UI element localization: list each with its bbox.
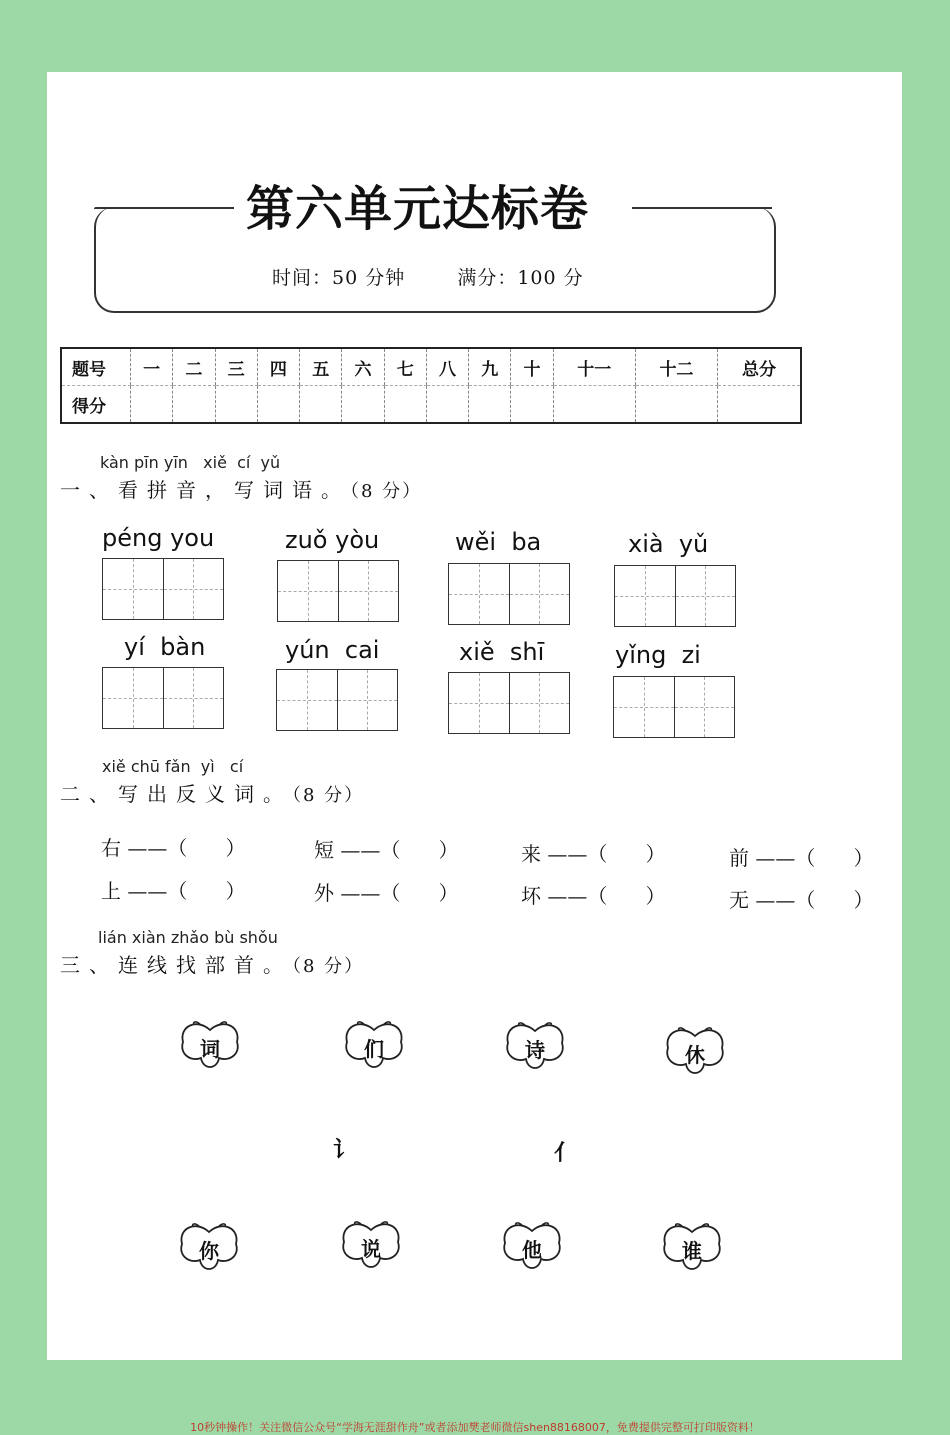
antonym-item[interactable]: 无 ——（ ） xyxy=(729,888,874,912)
row-label: 题号 xyxy=(61,348,131,386)
score-cell[interactable] xyxy=(511,386,553,424)
butterfly-char: 他 xyxy=(522,1238,542,1262)
score-cell[interactable] xyxy=(718,386,801,424)
butterfly-card[interactable] xyxy=(502,1017,568,1075)
q1-points: （8 分） xyxy=(350,481,423,502)
full-score: 满分：100 分 xyxy=(457,267,584,289)
exam-info xyxy=(272,263,584,290)
butterfly-char: 说 xyxy=(361,1237,381,1261)
score-table-row-header xyxy=(61,348,801,386)
q2-heading-text: 二、写出反义词。 xyxy=(60,782,292,806)
antonym-item[interactable]: 短 ——（ ） xyxy=(314,838,459,862)
butterfly-card[interactable] xyxy=(338,1216,404,1274)
writing-grid[interactable] xyxy=(277,560,399,622)
butterfly-char: 们 xyxy=(364,1037,384,1061)
q1-word-pinyin: wěi ba xyxy=(455,528,542,556)
q1-word-pinyin: zuǒ yòu xyxy=(285,526,380,554)
score-cell[interactable] xyxy=(300,386,342,424)
score-cell[interactable] xyxy=(553,386,635,424)
antonym-item[interactable]: 上 ——（ ） xyxy=(101,879,246,903)
antonym-item[interactable]: 外 ——（ ） xyxy=(314,881,459,905)
col-label: 七 xyxy=(384,348,426,386)
antonym-item[interactable]: 坏 ——（ ） xyxy=(521,884,666,908)
score-cell[interactable] xyxy=(635,386,717,424)
title-frame-line xyxy=(94,207,234,209)
writing-grid[interactable] xyxy=(102,667,224,729)
butterfly-card[interactable] xyxy=(499,1217,565,1275)
q1-word-pinyin: péng you xyxy=(102,524,215,552)
q3-heading xyxy=(60,949,364,978)
col-label: 三 xyxy=(215,348,257,386)
time-limit: 时间：50 分钟 xyxy=(272,267,406,289)
radical-option[interactable]: 亻 xyxy=(554,1140,577,1166)
score-cell[interactable] xyxy=(257,386,299,424)
col-label: 总分 xyxy=(718,348,801,386)
q2-pinyin: xiě chū fǎn yì cí xyxy=(102,757,244,776)
col-label: 十 xyxy=(511,348,553,386)
butterfly-char: 谁 xyxy=(682,1239,702,1263)
page-title: 第六单元达标卷 xyxy=(246,181,590,237)
score-table-row-scores xyxy=(61,386,801,424)
col-label: 九 xyxy=(469,348,511,386)
row-label: 得分 xyxy=(72,396,106,417)
butterfly-card[interactable] xyxy=(659,1218,725,1276)
q3-points: （8 分） xyxy=(292,956,365,977)
writing-grid[interactable] xyxy=(448,672,570,734)
q1-heading-text: 一、看拼音，写词语。 xyxy=(60,478,350,502)
score-cell[interactable] xyxy=(215,386,257,424)
score-cell[interactable] xyxy=(131,386,173,424)
score-table xyxy=(60,347,802,424)
q2-heading xyxy=(60,778,364,807)
antonym-item[interactable]: 右 ——（ ） xyxy=(101,836,246,860)
butterfly-card[interactable] xyxy=(662,1022,728,1080)
q1-word-pinyin: yǐng zi xyxy=(615,641,701,669)
antonym-item[interactable]: 前 ——（ ） xyxy=(729,846,874,870)
score-cell[interactable] xyxy=(384,386,426,424)
col-label: 一 xyxy=(131,348,173,386)
score-cell[interactable] xyxy=(342,386,384,424)
q2-points: （8 分） xyxy=(292,785,365,806)
writing-grid[interactable] xyxy=(276,669,398,731)
writing-grid[interactable] xyxy=(102,558,224,620)
col-label: 六 xyxy=(342,348,384,386)
writing-grid[interactable] xyxy=(448,563,570,625)
footer-notice: 10秒钟操作！关注微信公众号“学海无涯甜作舟”或者添加樊老师微信shen88168007，免费提供完整可打印版资料！ xyxy=(190,1421,760,1434)
score-cell[interactable] xyxy=(426,386,468,424)
butterfly-char: 词 xyxy=(200,1037,220,1061)
col-label: 五 xyxy=(300,348,342,386)
butterfly-char: 你 xyxy=(199,1239,219,1263)
butterfly-char: 休 xyxy=(685,1043,705,1067)
butterfly-char: 诗 xyxy=(525,1038,545,1062)
col-label: 四 xyxy=(257,348,299,386)
butterfly-card[interactable] xyxy=(177,1016,243,1074)
q1-pinyin: kàn pīn yīn xiě cí yǔ xyxy=(100,453,281,472)
score-cell[interactable] xyxy=(173,386,215,424)
q1-word-pinyin: xià yǔ xyxy=(628,530,709,558)
antonym-item[interactable]: 来 ——（ ） xyxy=(521,842,666,866)
q1-word-pinyin: yí bàn xyxy=(124,633,206,661)
writing-grid[interactable] xyxy=(614,565,736,627)
col-label: 十二 xyxy=(635,348,717,386)
butterfly-card[interactable] xyxy=(341,1016,407,1074)
q1-heading xyxy=(60,474,422,503)
q3-pinyin: lián xiàn zhǎo bù shǒu xyxy=(98,928,278,947)
col-label: 十一 xyxy=(553,348,635,386)
writing-grid[interactable] xyxy=(613,676,735,738)
q1-word-pinyin: yún cai xyxy=(285,636,380,664)
col-label: 八 xyxy=(426,348,468,386)
q1-word-pinyin: xiě shī xyxy=(459,638,545,666)
col-label: 二 xyxy=(173,348,215,386)
score-cell[interactable] xyxy=(469,386,511,424)
butterfly-card[interactable] xyxy=(176,1218,242,1276)
q3-heading-text: 三、连线找部首。 xyxy=(60,953,292,977)
radical-option[interactable]: 讠 xyxy=(333,1137,356,1163)
title-frame-line xyxy=(632,207,772,209)
